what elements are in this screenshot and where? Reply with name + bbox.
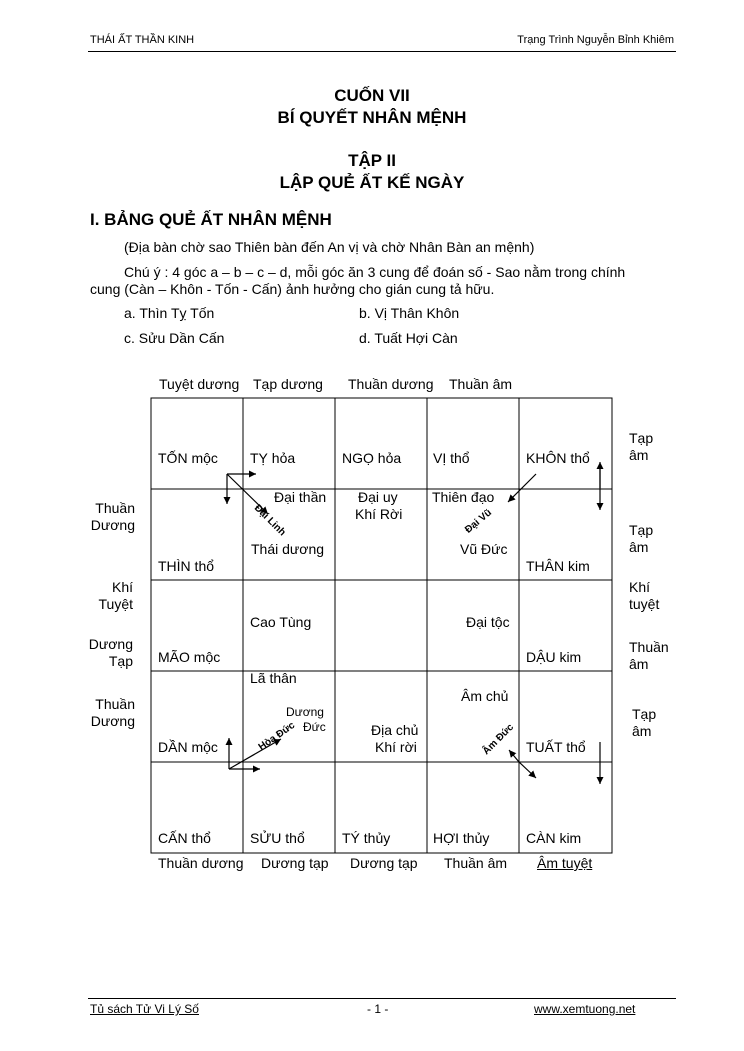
corner-b: b. Vị Thân Khôn [359,305,460,321]
corner-a: a. Thìn Tỵ Tốn [124,305,215,321]
star-thien-dao: Thiên đạo [432,489,495,505]
top-label-1: Tuyệt dương [159,376,240,392]
section-heading: I. BẢNG QUẺ ẤT NHÂN MỆNH [90,210,332,229]
bottom-label-3: Dương tạp [350,855,418,871]
footer-website-link[interactable]: www.xemtuong.net [534,1002,636,1016]
diag-hoa-duc: Hòa Đức [256,720,298,753]
star-cao-tung: Cao Tùng [250,614,312,630]
right-label-5: Tạp âm [632,706,657,739]
left-label-4: Thuần Dương [90,696,135,729]
palace-can-qian: CÀN kim [526,830,582,846]
footer-page-number: - 1 - [367,1002,389,1016]
right-label-2: Tạp âm [629,522,654,555]
palace-ty-fire: TỴ hỏa [250,450,296,466]
palace-dau: DẬU kim [526,649,582,665]
section-note: (Địa bàn chờ sao Thiên bàn đến An vị và chờ Nhân Bàn an mệnh) [124,239,535,255]
header-left: THÁI ẤT THẦN KINH [90,34,195,46]
palace-khon: KHÔN thổ [526,450,590,466]
star-la-than: Lã thân [250,670,297,686]
star-am-chu: Âm chủ [461,688,509,704]
star-thai-duong: Thái dương [251,541,325,557]
star-dai-toc: Đại tộc [466,614,510,630]
right-label-3: Khí tuyệt [629,579,660,612]
bottom-label-2: Dương tạp [261,855,329,871]
corner-d: d. Tuất Hợi Càn [359,330,458,346]
palace-can-gen: CẤN thổ [158,830,211,846]
right-label-4: Thuần âm [629,639,669,672]
star-khi-roi-bottom: Khí rời [375,739,417,755]
star-dai-uy: Đại uy [358,489,398,505]
bottom-label-1: Thuần dương [158,855,244,871]
palace-hoi: HỢI thủy [433,830,490,846]
palace-thin: THÌN thổ [158,558,215,574]
bottom-label-5: Âm tuyệt [537,855,593,871]
book-title: CUỐN VII [334,86,410,105]
star-duong-duc-2: Đức [303,720,326,734]
palace-tuat: TUẤT thổ [526,739,586,755]
right-label-1: Tạp âm [629,430,654,463]
palace-ty-water: TÝ thủy [342,830,391,846]
left-label-2: Khí Tuyệt [98,579,133,612]
diag-am-duc: Âm Đức [480,721,517,758]
volume-title: TẬP II [348,151,396,170]
left-label-3: Dương Tạp [88,636,133,669]
section-attention-line2: cung (Càn – Khôn - Tốn - Cấn) ảnh hưởng cho gián cung tả hữu. [90,281,495,297]
star-khi-roi-top: Khí Rời [355,506,403,522]
grid-lines [151,398,612,853]
bottom-label-4: Thuần âm [444,855,508,871]
palace-suu: SỬU thổ [250,830,305,846]
volume-subtitle: LẬP QUẺ ẤT KẾ NGÀY [279,173,465,192]
footer-rule [88,998,676,999]
top-label-3: Thuần dương [348,376,434,392]
palace-than: THÂN kim [526,558,590,574]
palace-ngo: NGỌ hỏa [342,450,402,466]
arrow-b-diag [508,474,536,502]
top-label-2: Tạp dương [253,376,323,392]
section-attention-line1: Chú ý : 4 góc a – b – c – d, mỗi góc ăn 3 cung để đoán số - Sao nằm trong chính [124,264,626,280]
arrow-d-diag-down [519,762,536,778]
palace-vi: VỊ thổ [433,450,470,466]
star-duong-duc-1: Dương [286,705,324,719]
book-subtitle: BÍ QUYẾT NHÂN MỆNH [277,108,467,127]
star-dai-than: Đại thần [274,489,327,505]
top-label-4: Thuần âm [449,376,513,392]
diag-dai-vu: Đại Vũ [463,507,495,536]
header-right: Trạng Trình Nguyễn Bỉnh Khiêm [517,34,674,46]
diag-dai-linh: Đại Linh [251,502,288,539]
left-label-1: Thuần Dương [90,500,135,533]
arrow-d-diag-up [509,750,519,762]
footer-left: Tủ sách Tử Vi Lý Số [90,1002,199,1016]
star-dia-chu: Địa chủ [371,722,419,738]
palace-mao: MÃO mộc [158,649,221,665]
palace-dan: DẦN mộc [158,739,218,755]
corner-c: c. Sửu Dần Cấn [124,330,225,346]
star-vu-duc: Vũ Đức [460,541,508,557]
palace-ton: TỐN mộc [158,450,218,466]
